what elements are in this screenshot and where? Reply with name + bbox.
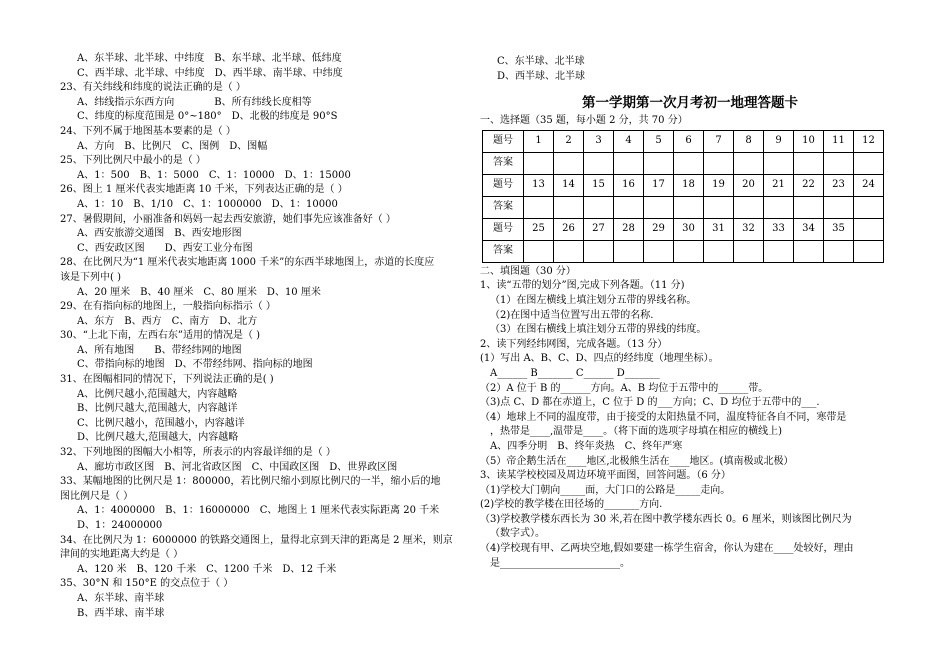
row-label-answer: 答案 xyxy=(483,196,524,218)
answer-cell[interactable] xyxy=(584,152,614,174)
text-line: D、西半球、北半球 xyxy=(497,70,586,82)
text-line: （3)点 C、D 都在赤道上，C 位于 D 的___方向；C、D 均位于五带中的___. xyxy=(480,397,820,409)
text-line: ，热带是____,温带是____。（将下面的选项字母填在相应的横线上) xyxy=(490,426,783,438)
text-line: 27、暑假期间，小丽准备和妈妈一起去西安旅游，她们事先应该准备好（ ） xyxy=(60,213,396,225)
text-line: （3）在图右横线上填注划分五带的界线的纬度。 xyxy=(490,324,707,336)
text-line: A、东半球、南半球 xyxy=(77,592,165,604)
question-number-cell: 18 xyxy=(674,174,704,196)
text-line: 3、读某学校校园及周边环境平面图，回答问题。（6 分） xyxy=(480,470,731,482)
question-number-cell: 13 xyxy=(524,174,554,196)
left-column xyxy=(60,52,480,621)
text-line: （4)学校现有甲、乙两块空地,假如要建一栋学生宿舍，你认为建在____处较好，理由 xyxy=(480,543,854,555)
row-label-number: 题号 xyxy=(483,174,524,196)
answer-cell[interactable] xyxy=(524,152,554,174)
answer-cell[interactable] xyxy=(584,240,614,262)
text-line: A、1：500 B、1：5000 C、1：10000 D、1：15000 xyxy=(77,169,351,181)
row-label-number: 题号 xyxy=(483,130,524,152)
answer-cell[interactable] xyxy=(584,196,614,218)
text-line: 32、下列地图的图幅大小相等，所表示的内容最详细的是（ ） xyxy=(60,447,336,459)
answer-cell[interactable] xyxy=(704,152,734,174)
text-line: 29、在有指向标的地图上，一般指向标指示（ ） xyxy=(60,301,276,313)
table-row xyxy=(483,240,884,262)
text-line: A、20 厘米 B、40 厘米 C、80 厘米 D、10 厘米 xyxy=(77,286,321,298)
text-line: （2）A 位于 B 的______方向。A、B 均位于五带中的______带。 xyxy=(480,382,769,394)
answer-cell[interactable] xyxy=(764,152,794,174)
text-line: （3)学校教学楼东西长为 30 米,若在图中教学楼东西长 0。6 厘米，则该图比例尺为 xyxy=(480,513,852,525)
answer-cell[interactable] xyxy=(854,240,884,262)
answer-cell[interactable] xyxy=(674,240,704,262)
answer-cell[interactable] xyxy=(614,196,644,218)
text-line: 25、下列比例尺中最小的是（ ） xyxy=(60,155,206,167)
answer-cell[interactable] xyxy=(674,196,704,218)
text-line: （1）在图左横线上填注划分五带的界线名称。 xyxy=(490,294,697,306)
text-line: A、1：10 B、1/10 C、1：1000000 D、1：10000 xyxy=(77,198,338,210)
answer-cell[interactable] xyxy=(794,240,824,262)
text-line: A、四季分明 B、终年炎热 C、终年严寒 xyxy=(490,440,683,452)
answer-cell[interactable] xyxy=(824,196,854,218)
answer-cell[interactable] xyxy=(644,196,674,218)
question-number-cell: 25 xyxy=(524,218,554,240)
text-line: （数字式）。 xyxy=(490,528,545,540)
text-line: 23、有关纬线和纬度的说法正确的是（ ） xyxy=(60,82,246,94)
answer-cell[interactable] xyxy=(554,152,584,174)
text-line: 28、在比例尺为“1 厘米代表实地距离 1000 千米”的东西半球地图上，赤道的长度应 xyxy=(60,257,435,269)
text-line: 26、图上 1 厘米代表实地距离 10 千米，下列表达正确的是（ ） xyxy=(60,184,348,196)
answer-cell[interactable] xyxy=(764,240,794,262)
question-number-cell: 8 xyxy=(734,130,764,152)
text-line: （2)在图中适当位置写出五带的名称. xyxy=(490,309,654,321)
text-line: (1）写出 A、B、C、D、四点的经纬度（地理坐标）。 xyxy=(480,353,719,365)
answer-cell[interactable] xyxy=(614,240,644,262)
text-line: A、纬线指示东西方向 B、所有纬线长度相等 xyxy=(77,96,312,108)
answer-cell[interactable] xyxy=(824,152,854,174)
text-line: A、东半球、北半球、中纬度 B、东半球、北半球、低纬度 xyxy=(77,53,342,64)
question-number-cell: 16 xyxy=(614,174,644,196)
text-line: C、带指向标的地图 D、不带经纬网、指向标的地图 xyxy=(77,359,313,371)
text-line: A、廊坊市政区图 B、河北省政区图 C、中国政区图 D、世界政区图 xyxy=(77,461,398,473)
text-line: 图比例尺是（ ） xyxy=(60,490,134,502)
question-number-cell: 12 xyxy=(854,130,884,152)
answer-cell[interactable] xyxy=(794,152,824,174)
question-number-cell: 23 xyxy=(824,174,854,196)
question-number-cell: 5 xyxy=(644,130,674,152)
answer-cell[interactable] xyxy=(764,196,794,218)
question-number-cell: 35 xyxy=(824,218,854,240)
text-line: 30、“上北下南，左西右东”适用的情况是（ ) xyxy=(60,330,261,342)
question-number-cell: 4 xyxy=(614,130,644,152)
text-line: A、西安旅游交通图 B、西安地形图 xyxy=(77,228,242,240)
text-line: A______ B_______ C______ D_______ xyxy=(490,367,660,379)
text-line: (2)学校的教学楼在田径场的_______方向. xyxy=(480,499,663,511)
question-35-continued xyxy=(480,55,900,84)
text-line: B、西半球、南半球 xyxy=(77,607,165,619)
text-line: A、所有地图 B、带经纬网的地图 xyxy=(77,344,242,356)
answer-cell[interactable] xyxy=(674,152,704,174)
table-row xyxy=(483,130,884,152)
right-column xyxy=(480,55,900,571)
text-line: 24、下列不属于地图基本要素的是（ ） xyxy=(60,125,236,137)
question-number-cell: 1 xyxy=(524,130,554,152)
table-row xyxy=(483,196,884,218)
question-number-cell: 24 xyxy=(854,174,884,196)
answer-cell[interactable] xyxy=(554,240,584,262)
text-line: A、比例尺越小,范围越大，内容越略 xyxy=(77,388,238,400)
section-2-heading: 二、填图题（30 分） xyxy=(480,265,576,277)
answer-cell[interactable] xyxy=(554,196,584,218)
text-line: 津间的实地距离大约是（ ） xyxy=(60,549,184,561)
table-row xyxy=(483,174,884,196)
question-number-cell: 11 xyxy=(824,130,854,152)
answer-cell[interactable] xyxy=(704,240,734,262)
question-number-cell: 20 xyxy=(734,174,764,196)
question-number-cell: 29 xyxy=(644,218,674,240)
question-number-cell: 19 xyxy=(704,174,734,196)
text-line: （5）帝企鹅生活在____地区,北极熊生活在____地区。(填南极或北极） xyxy=(480,455,794,467)
text-line: C、西安政区图 D、西安工业分布图 xyxy=(77,242,253,254)
question-number-cell: 33 xyxy=(764,218,794,240)
answer-cell[interactable] xyxy=(794,196,824,218)
question-number-cell xyxy=(854,218,884,240)
question-number-cell: 31 xyxy=(704,218,734,240)
text-line: 该是下列中( ) xyxy=(60,271,121,283)
question-number-cell: 21 xyxy=(764,174,794,196)
text-line: （4）地球上不同的温度带，由于接受的太阳热量不同，温度特征各自不同，寒带是 xyxy=(480,411,847,423)
question-number-cell: 9 xyxy=(764,130,794,152)
text-line: 35、30°N 和 150°E 的交点位于（ ） xyxy=(60,578,234,590)
text-line: 31、在图幅相同的情况下，下列说法正确的是( ) xyxy=(60,374,274,386)
table-row xyxy=(483,218,884,240)
text-line: （1)学校大门朝向_____面，大门口的公路是_____走向。 xyxy=(480,484,731,496)
answer-cell[interactable] xyxy=(824,240,854,262)
question-number-cell: 7 xyxy=(704,130,734,152)
question-number-cell: 14 xyxy=(554,174,584,196)
text-line: 2、读下列经纬网图，完成各题。（13 分） xyxy=(480,338,668,350)
question-number-cell: 15 xyxy=(584,174,614,196)
text-line: A、东方 B、西方 C、南方 D、北方 xyxy=(77,315,258,327)
question-number-cell: 27 xyxy=(584,218,614,240)
row-label-number: 题号 xyxy=(483,218,524,240)
answer-cell[interactable] xyxy=(734,240,764,262)
answer-cell[interactable] xyxy=(524,196,554,218)
answer-cell[interactable] xyxy=(734,196,764,218)
answer-cell[interactable] xyxy=(854,196,884,218)
answer-table xyxy=(482,130,884,263)
answer-cell[interactable] xyxy=(854,152,884,174)
question-number-cell: 26 xyxy=(554,218,584,240)
table-row xyxy=(483,152,884,174)
row-label-answer: 答案 xyxy=(483,240,524,262)
page-title: 第一学期第一次月考初一地理答题卡 xyxy=(582,95,798,112)
row-label-answer: 答案 xyxy=(483,152,524,174)
text-line: C、东半球、北半球 xyxy=(497,56,585,67)
answer-cell[interactable] xyxy=(614,152,644,174)
text-line: A、方向 B、比例尺 C、图例 D、图幅 xyxy=(77,140,268,152)
question-number-cell: 34 xyxy=(794,218,824,240)
question-number-cell: 10 xyxy=(794,130,824,152)
fill-in-questions xyxy=(480,279,900,571)
text-line: 1、读“五带的划分”图,完成下列各题。（11 分) xyxy=(480,280,685,292)
question-number-cell: 32 xyxy=(734,218,764,240)
text-line: 是________________________。 xyxy=(490,557,630,569)
question-number-cell: 2 xyxy=(554,130,584,152)
text-line: D、比例尺越大,范围越大，内容越略 xyxy=(77,432,239,444)
answer-cell[interactable] xyxy=(644,152,674,174)
text-line: C、纬度的标度范围是 0°~180° D、北极的纬度是 90°S xyxy=(77,111,338,123)
answer-cell[interactable] xyxy=(524,240,554,262)
text-line: C、西半球、北半球、中纬度 D、西半球、南半球、中纬度 xyxy=(77,67,343,79)
text-line: D、1：24000000 xyxy=(77,520,163,531)
text-line: B、比例尺越大,范围越大，内容越详 xyxy=(77,403,238,415)
text-line: 34、在比例尺为 1：6000000 的铁路交通图上，量得北京到天津的距离是 2 厘米，则京 xyxy=(60,534,453,546)
answer-cell[interactable] xyxy=(704,196,734,218)
question-number-cell: 6 xyxy=(674,130,704,152)
answer-cell[interactable] xyxy=(644,240,674,262)
question-number-cell: 17 xyxy=(644,174,674,196)
text-line: A、1：4000000 B、1：16000000 C、地图上 1 厘米代表实际距离 20 千米 xyxy=(77,505,440,517)
text-line: 33、某幅地图的比例尺是 1：800000，若比例尺缩小到原比例尺的一半，缩小后的地 xyxy=(60,476,441,488)
text-line: C、比例尺越小，范围越小，内容越详 xyxy=(77,417,245,429)
question-number-cell: 22 xyxy=(794,174,824,196)
question-number-cell: 30 xyxy=(674,218,704,240)
question-number-cell: 28 xyxy=(614,218,644,240)
text-line: A、120 米 B、120 千米 C、1200 千米 D、12 千米 xyxy=(77,563,337,575)
question-number-cell: 3 xyxy=(584,130,614,152)
section-1-heading: 一、选择题（35 题，每小题 2 分，共 70 分） xyxy=(480,115,688,127)
answer-cell[interactable] xyxy=(734,152,764,174)
